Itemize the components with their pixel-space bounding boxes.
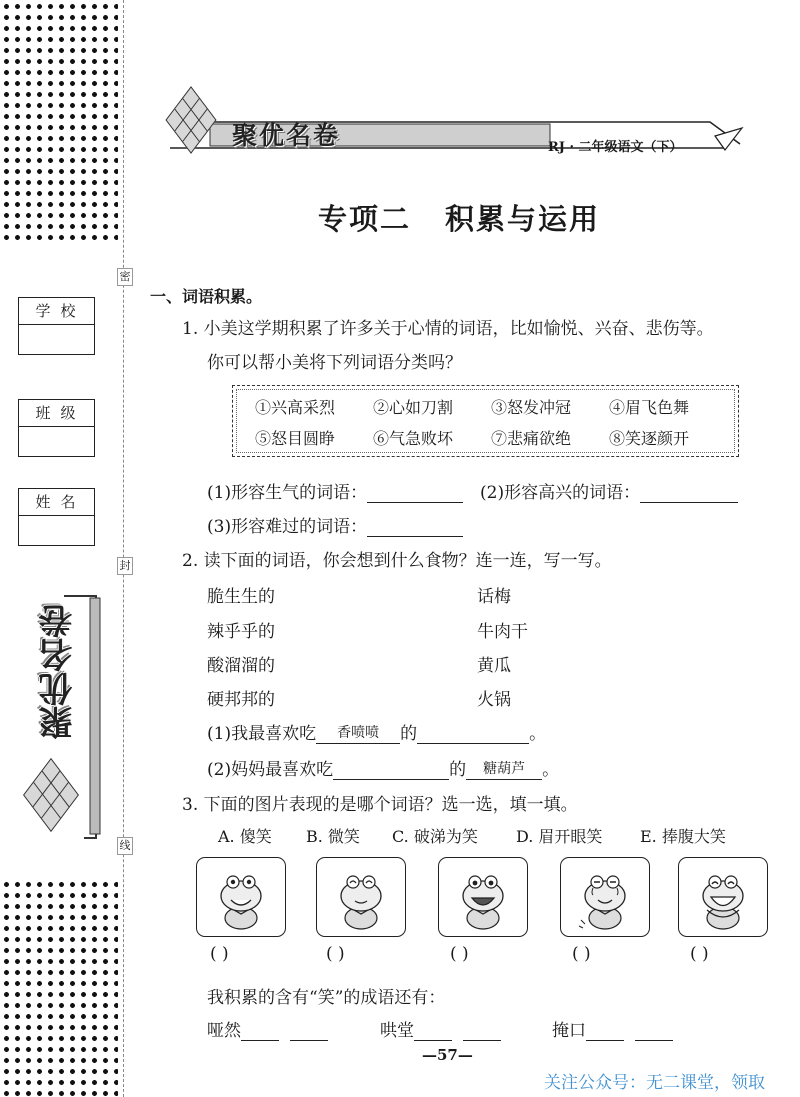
q1-blank-happy-label: (2)形容高兴的词语： xyxy=(480,483,641,503)
header-grade: RJ · 二年级语文（下） xyxy=(548,140,683,155)
q1-prompt-line1: 1. 小美这学期积累了许多关于心情的词语，比如愉悦、兴奋、悲伤等。 xyxy=(182,319,714,339)
header-brand: 聚优名卷 xyxy=(232,121,341,150)
idiom-blank-yaran xyxy=(207,1016,328,1041)
word-item: ①兴高采烈 xyxy=(255,398,336,417)
name-label: 姓名 xyxy=(19,489,94,516)
q3-option: C. 破涕为笑 xyxy=(392,827,478,846)
word-item: ④眉飞色舞 xyxy=(609,398,690,417)
frog-tearful-smile-icon xyxy=(561,858,649,936)
section-heading: 一、词语积累。 xyxy=(150,287,263,306)
title-part1: 专项二 xyxy=(317,202,411,236)
frog-picture-card xyxy=(196,857,286,937)
q1-blank-angry-label: (1)形容生气的词语： xyxy=(207,483,368,503)
q1-blank-angry xyxy=(207,478,463,503)
q2-right-food[interactable]: 黄瓜 xyxy=(477,656,511,676)
q3-option: A. 傻笑 xyxy=(218,827,272,846)
word-item: ③怒发冲冠 xyxy=(491,398,572,417)
class-label: 班级 xyxy=(19,400,94,427)
q1-blank-sad xyxy=(207,512,463,537)
answer-blank[interactable] xyxy=(367,518,463,537)
q2-left-word[interactable]: 辣乎乎的 xyxy=(207,622,275,642)
q2-right-food[interactable]: 话梅 xyxy=(477,587,511,607)
answer-blank[interactable] xyxy=(586,1022,624,1041)
word-bank-row1 xyxy=(255,395,727,418)
q2-sentence2 xyxy=(207,755,559,780)
name-field[interactable] xyxy=(18,488,95,546)
answer-blank[interactable] xyxy=(635,1022,673,1041)
idiom-prefix: 哄堂 xyxy=(380,1021,414,1041)
seal-char-feng: 封 xyxy=(117,557,133,575)
answer-blank[interactable] xyxy=(241,1022,279,1041)
q2-s1-text: (1)我最喜欢吃 xyxy=(207,724,317,744)
frog-laughing-icon xyxy=(439,858,527,936)
school-label: 学校 xyxy=(19,298,94,325)
answer-blank[interactable] xyxy=(333,761,449,780)
word-bank-row2 xyxy=(255,426,727,449)
binding-line xyxy=(123,0,125,1097)
word-item: ⑧笑逐颜开 xyxy=(609,429,690,448)
answer-blank[interactable] xyxy=(417,725,529,744)
q3-option: D. 眉开眼笑 xyxy=(516,827,603,846)
answer-blank[interactable] xyxy=(640,484,738,503)
answer-paren[interactable]: ( ) xyxy=(210,944,229,964)
word-item: ⑥气急败坏 xyxy=(373,429,454,448)
word-bank-box xyxy=(232,385,739,457)
title-part2: 积累与运用 xyxy=(445,202,601,236)
q2-left-word[interactable]: 脆生生的 xyxy=(207,587,275,607)
q2-right-food[interactable]: 火锅 xyxy=(477,690,511,710)
q1-prompt-line2: 你可以帮小美将下列词语分类吗？ xyxy=(207,353,462,373)
answer-blank[interactable] xyxy=(414,1022,452,1041)
margin-dot-pattern-bottom xyxy=(0,878,118,1097)
idiom-blank-yankou xyxy=(552,1016,673,1041)
watermark-text: 关注公众号：无二课堂，领取 xyxy=(544,1073,765,1093)
q1-blank-happy xyxy=(480,478,738,503)
idiom-prefix: 掩口 xyxy=(552,1021,586,1041)
frog-picture-card xyxy=(560,857,650,937)
q1-blank-sad-label: (3)形容难过的词语： xyxy=(207,517,368,537)
q3-option: E. 捧腹大笑 xyxy=(640,827,726,846)
q3-more-idioms-prompt: 我积累的含有“笑”的成语还有： xyxy=(207,988,446,1008)
idiom-blank-hongtang xyxy=(380,1016,501,1041)
frog-gentle-smile-icon xyxy=(317,858,405,936)
answer-blank[interactable] xyxy=(290,1022,328,1041)
vertical-brand-text xyxy=(40,592,84,752)
idiom-prefix: 哑然 xyxy=(207,1021,241,1041)
word-item: ⑦悲痛欲绝 xyxy=(491,429,572,448)
q2-s2-de: 的 xyxy=(449,760,467,780)
frog-picture-card xyxy=(438,857,528,937)
frog-picture-card xyxy=(316,857,406,937)
q2-prompt: 2. 读下面的词语，你会想到什么食物？连一连，写一写。 xyxy=(182,551,612,571)
q3-option: B. 微笑 xyxy=(306,827,360,846)
answer-blank[interactable] xyxy=(367,484,463,503)
q2-s2-end: 。 xyxy=(542,760,560,780)
word-item: ⑤怒目圆睁 xyxy=(255,429,336,448)
q2-s1-filled-answer: 香喷喷 xyxy=(316,723,400,744)
page-number: —57— xyxy=(422,1046,473,1064)
answer-paren[interactable]: ( ) xyxy=(572,944,591,964)
word-item: ②心如刀割 xyxy=(373,398,454,417)
answer-paren[interactable]: ( ) xyxy=(326,944,345,964)
q2-s1-de: 的 xyxy=(400,724,418,744)
answer-blank[interactable] xyxy=(463,1022,501,1041)
vertical-brand-label: 聚优名卷 xyxy=(39,604,79,740)
seal-char-mi: 密 xyxy=(117,268,133,286)
frog-silly-smile-icon xyxy=(197,858,285,936)
answer-paren[interactable]: ( ) xyxy=(690,944,709,964)
page-title xyxy=(0,197,800,238)
school-field[interactable] xyxy=(18,297,95,355)
q2-left-word[interactable]: 酸溜溜的 xyxy=(207,656,275,676)
answer-paren[interactable]: ( ) xyxy=(450,944,469,964)
class-field[interactable] xyxy=(18,399,95,457)
q2-s2-filled-answer: 糖葫芦 xyxy=(466,759,542,780)
q2-s1-end: 。 xyxy=(529,724,547,744)
q2-sentence1 xyxy=(207,719,546,744)
q3-prompt: 3. 下面的图片表现的是哪个词语？选一选，填一填。 xyxy=(182,795,578,815)
q2-right-food[interactable]: 牛肉干 xyxy=(477,622,528,642)
seal-char-xian: 线 xyxy=(117,837,133,855)
frog-picture-card xyxy=(678,857,768,937)
q2-s2-text: (2)妈妈最喜欢吃 xyxy=(207,760,334,780)
frog-big-laugh-icon xyxy=(679,858,767,936)
q2-left-word[interactable]: 硬邦邦的 xyxy=(207,690,275,710)
